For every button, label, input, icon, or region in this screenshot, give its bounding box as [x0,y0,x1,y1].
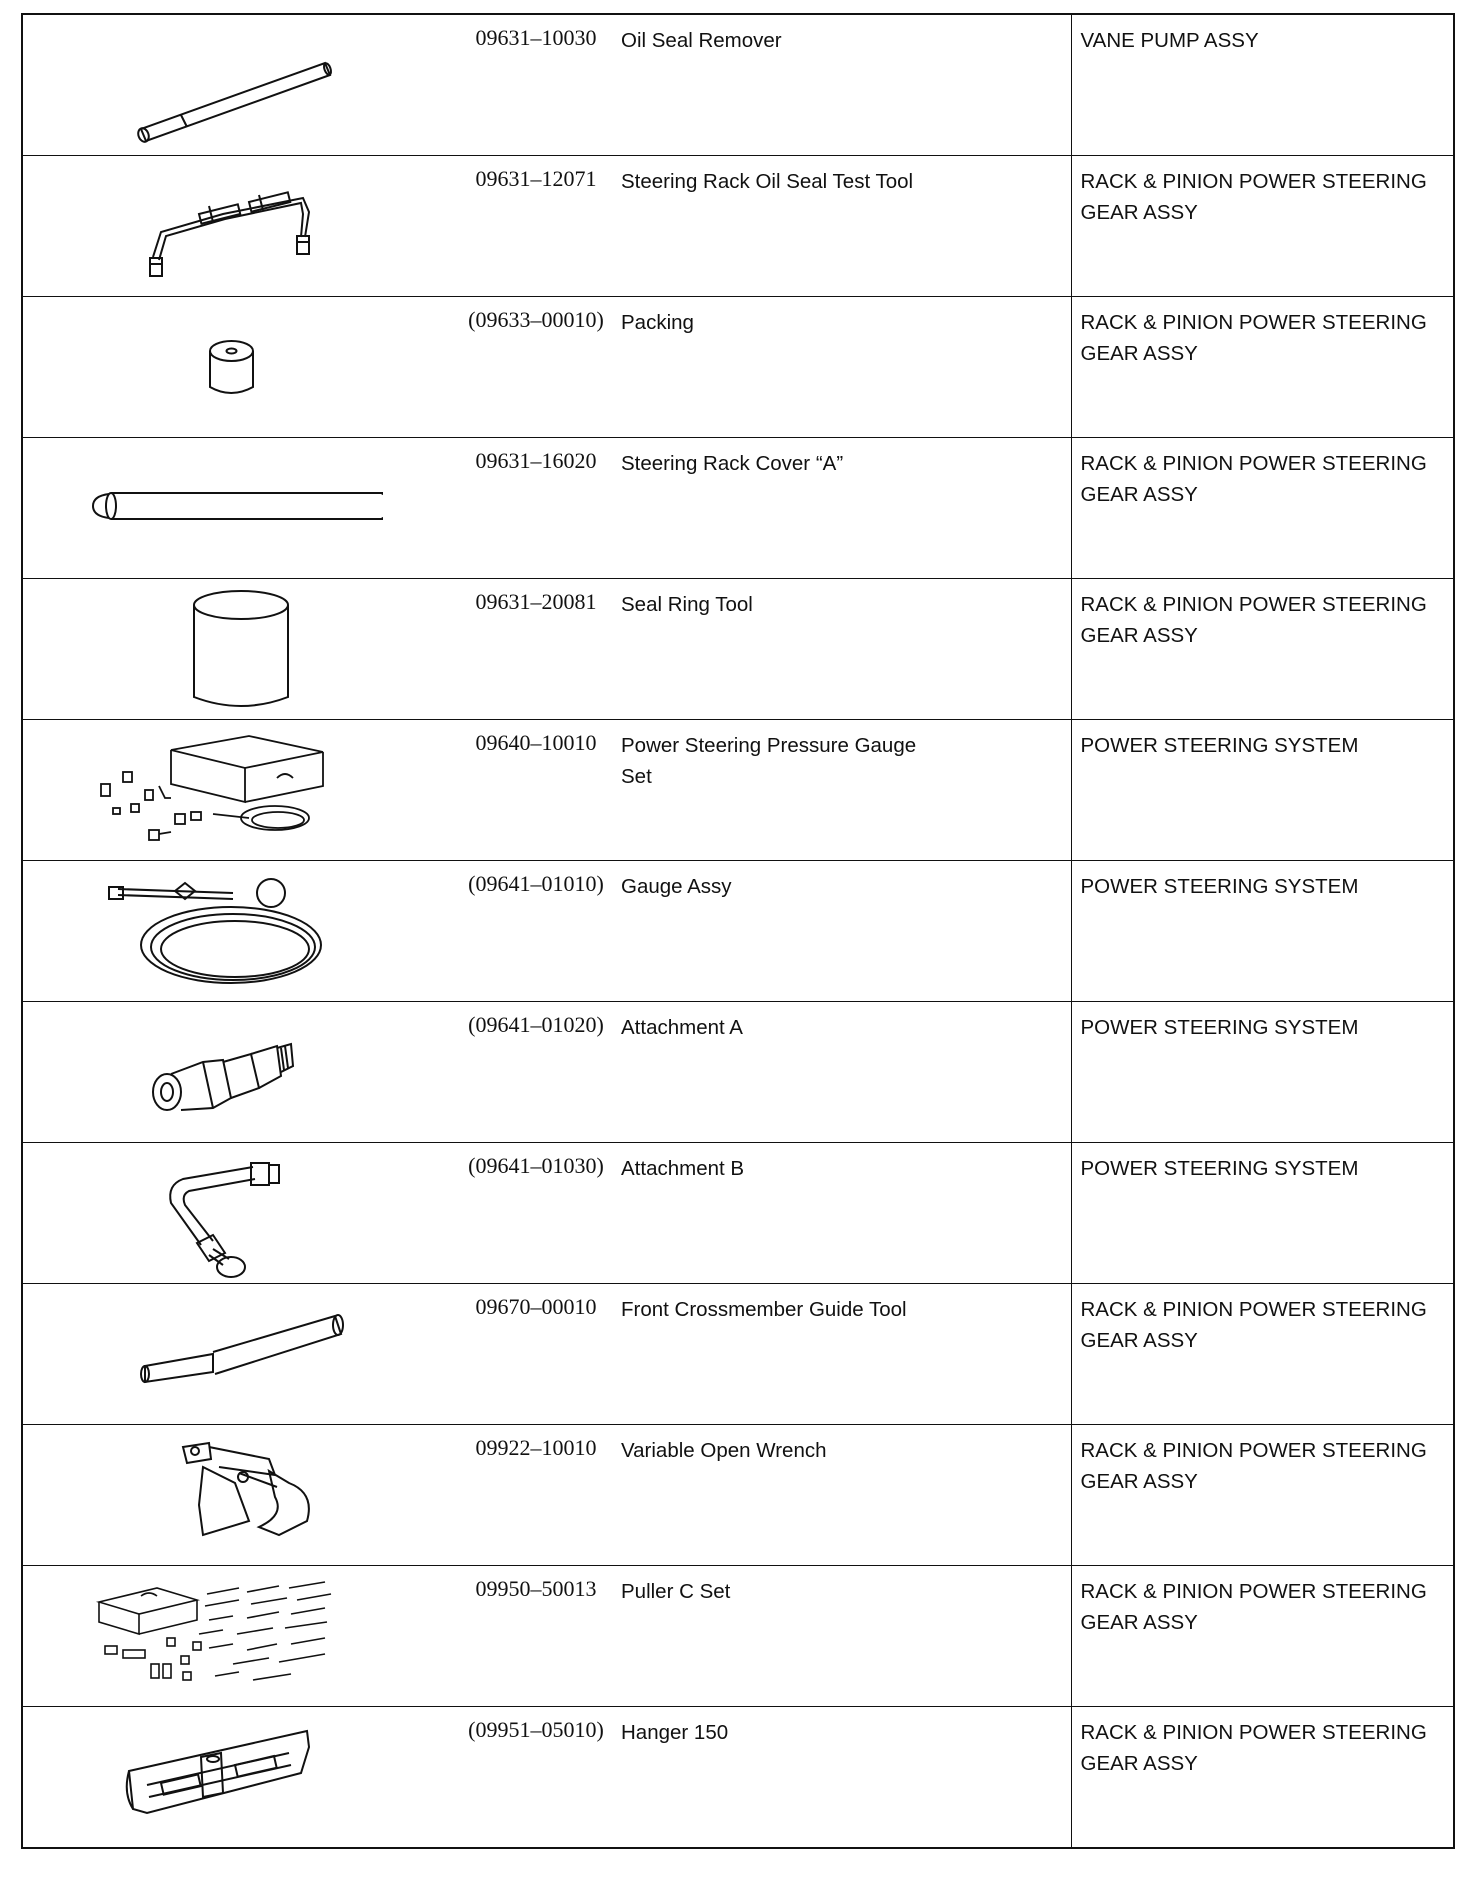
rack-cover-drawing [63,444,383,574]
table-row [22,1284,1454,1425]
tool-cell [22,14,1071,156]
table-row [22,438,1454,579]
table-row [22,861,1454,1002]
tool-cell [22,1707,1071,1849]
table-row [22,1707,1454,1849]
section-cell [1071,438,1454,579]
section-cell [1071,1425,1454,1566]
tool-name: Gauge Assy [621,875,732,898]
tool-name: Steering Rack Oil Seal Test Tool [621,170,914,193]
part-number: (09641–01020) [468,1012,604,1037]
section-name: POWER STEERING SYSTEM [1080,1157,1359,1180]
table-row [22,14,1454,156]
part-number: (09951–05010) [468,1717,604,1742]
section-name: POWER STEERING SYSTEM [1080,875,1359,898]
attachment-b-drawing [63,1149,383,1279]
section-cell [1071,1566,1454,1707]
tool-name: Seal Ring Tool [621,593,753,616]
section-name: POWER STEERING SYSTEM [1080,1016,1359,1039]
section-cell [1071,861,1454,1002]
section-cell [1071,1707,1454,1849]
section-cell [1071,1143,1454,1284]
section-cell [1071,1284,1454,1425]
section-name: RACK & PINION POWER STEERING GEAR ASSY [1080,170,1427,224]
part-number: 09640–10010 [475,730,597,755]
gauge-assy-drawing [63,867,383,997]
part-number: (09641–01010) [468,871,604,896]
section-name: RACK & PINION POWER STEERING GEAR ASSY [1080,452,1427,506]
tool-cell [22,156,1071,297]
tool-cell [22,861,1071,1002]
section-name: RACK & PINION POWER STEERING GEAR ASSY [1080,1721,1427,1775]
part-number: 09922–10010 [475,1435,597,1460]
part-number: 09950–50013 [475,1576,597,1601]
tool-name: Front Crossmember Guide Tool [621,1298,907,1321]
section-name: RACK & PINION POWER STEERING GEAR ASSY [1080,593,1427,647]
part-number: 09631–20081 [475,589,597,614]
tool-name: Power Steering Pressure Gauge Set [621,734,917,788]
section-name: VANE PUMP ASSY [1080,29,1259,52]
table-row [22,1566,1454,1707]
puller-set-drawing [63,1572,383,1702]
part-number: 09631–10030 [475,25,597,50]
tool-cell [22,1143,1071,1284]
section-cell [1071,579,1454,720]
oil-seal-remover-drawing [63,21,383,151]
part-number: (09633–00010) [468,307,604,332]
tool-cell [22,579,1071,720]
section-name: RACK & PINION POWER STEERING GEAR ASSY [1080,311,1427,365]
section-cell [1071,297,1454,438]
tool-name: Hanger 150 [621,1721,729,1744]
section-name: RACK & PINION POWER STEERING GEAR ASSY [1080,1439,1427,1493]
tool-cell [22,1425,1071,1566]
tool-name: Oil Seal Remover [621,29,782,52]
wrench-drawing [63,1431,383,1561]
section-cell [1071,1002,1454,1143]
gauge-set-drawing [63,726,383,856]
test-tool-drawing [63,162,383,292]
tool-cell [22,1566,1071,1707]
special-service-tools-table [21,13,1455,1849]
tool-name: Steering Rack Cover “A” [621,452,844,475]
tool-cell [22,438,1071,579]
tool-name: Attachment A [621,1016,743,1039]
part-number: 09670–00010 [475,1294,597,1319]
section-cell [1071,14,1454,156]
section-name: RACK & PINION POWER STEERING GEAR ASSY [1080,1580,1427,1634]
tool-name: Packing [621,311,694,334]
table-row [22,156,1454,297]
table-row [22,1143,1454,1284]
seal-ring-tool-drawing [63,585,383,715]
table-row [22,297,1454,438]
section-name: RACK & PINION POWER STEERING GEAR ASSY [1080,1298,1427,1352]
table-row [22,1002,1454,1143]
table-row [22,720,1454,861]
tool-name: Attachment B [621,1157,745,1180]
table-row [22,579,1454,720]
attachment-a-drawing [63,1008,383,1138]
part-number: 09631–12071 [475,166,597,191]
table-row [22,1425,1454,1566]
part-number: 09631–16020 [475,448,597,473]
section-cell [1071,720,1454,861]
hanger-drawing [63,1713,383,1843]
tool-cell [22,720,1071,861]
tool-cell [22,1002,1071,1143]
tool-name: Puller C Set [621,1580,731,1603]
packing-drawing [63,303,383,433]
guide-tool-drawing [63,1290,383,1420]
tool-name: Variable Open Wrench [621,1439,827,1462]
part-number: (09641–01030) [468,1153,604,1178]
section-cell [1071,156,1454,297]
tool-cell [22,1284,1071,1425]
section-name: POWER STEERING SYSTEM [1080,734,1359,757]
tool-cell [22,297,1071,438]
